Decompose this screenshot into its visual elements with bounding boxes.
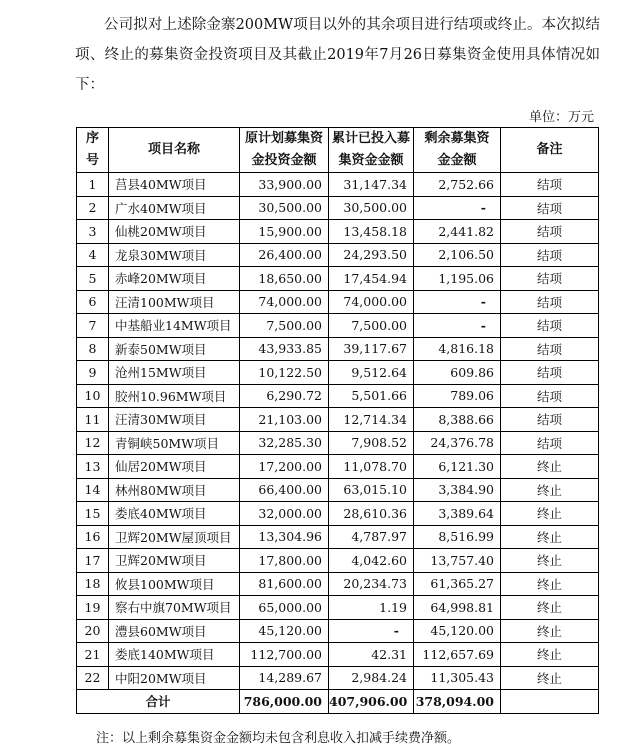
row-no: 1	[77, 173, 109, 197]
row-remaining-amount: 2,752.66	[414, 173, 501, 197]
row-no: 3	[77, 220, 109, 244]
header-planned: 原计划募集资 金投资金额	[240, 128, 329, 173]
header-invested: 累计已投入募 集资金金额	[329, 128, 414, 173]
row-remaining-amount: 112,657.69	[414, 643, 501, 667]
row-invested-amount: 63,015.10	[329, 478, 414, 502]
row-no: 19	[77, 596, 109, 620]
row-no: 17	[77, 549, 109, 573]
row-planned-amount: 17,800.00	[240, 549, 329, 573]
row-planned-amount: 13,304.96	[240, 525, 329, 549]
row-remaining-amount: 3,389.64	[414, 502, 501, 526]
row-no: 8	[77, 337, 109, 361]
row-no: 2	[77, 196, 109, 220]
row-note: 结项	[501, 290, 599, 314]
row-invested-amount: 7,908.52	[329, 431, 414, 455]
row-project-name: 仙居20MW项目	[109, 455, 240, 479]
row-no: 15	[77, 502, 109, 526]
table-row	[77, 361, 599, 385]
row-planned-amount: 26,400.00	[240, 243, 329, 267]
table-header-row	[77, 128, 599, 173]
table-row	[77, 502, 599, 526]
row-no: 9	[77, 361, 109, 385]
row-planned-amount: 21,103.00	[240, 408, 329, 432]
row-invested-amount: 4,787.97	[329, 525, 414, 549]
row-invested-amount: 5,501.66	[329, 384, 414, 408]
row-project-name: 娄底40MW项目	[109, 502, 240, 526]
row-remaining-amount: 64,998.81	[414, 596, 501, 620]
row-no: 11	[77, 408, 109, 432]
row-planned-amount: 65,000.00	[240, 596, 329, 620]
row-no: 12	[77, 431, 109, 455]
row-note: 终止	[501, 619, 599, 643]
total-label: 合计	[77, 690, 240, 714]
row-project-name: 广水40MW项目	[109, 196, 240, 220]
table-row	[77, 619, 599, 643]
row-note: 结项	[501, 173, 599, 197]
row-project-name: 中基船业14MW项目	[109, 314, 240, 338]
row-project-name: 娄底140MW项目	[109, 643, 240, 667]
row-project-name: 莒县40MW项目	[109, 173, 240, 197]
row-no: 13	[77, 455, 109, 479]
row-no: 7	[77, 314, 109, 338]
row-invested-amount: 31,147.34	[329, 173, 414, 197]
row-project-name: 卫辉20MW屋顶项目	[109, 525, 240, 549]
table-row	[77, 290, 599, 314]
total-remaining: 378,094.00	[414, 690, 501, 714]
row-project-name: 龙泉30MW项目	[109, 243, 240, 267]
row-remaining-amount: 609.86	[414, 361, 501, 385]
row-remaining-amount: 4,816.18	[414, 337, 501, 361]
row-note: 终止	[501, 572, 599, 596]
table-row	[77, 173, 599, 197]
row-invested-amount: 4,042.60	[329, 549, 414, 573]
row-note: 终止	[501, 549, 599, 573]
row-remaining-amount: 45,120.00	[414, 619, 501, 643]
table-total-row	[77, 690, 599, 714]
table-row	[77, 666, 599, 690]
table-row	[77, 478, 599, 502]
unit-label: 单位：万元	[528, 110, 594, 125]
row-project-name: 澧县60MW项目	[109, 619, 240, 643]
intro-paragraph: 公司拟对上述除金寨200MW项目以外的其余项目进行结项或终止。本次拟结项、终止的募集资金投资项目及其截止2019年7月26日募集资金使用具体情况如下：	[75, 17, 600, 93]
table-row	[77, 337, 599, 361]
row-project-name: 汪清30MW项目	[109, 408, 240, 432]
row-project-name: 沧州15MW项目	[109, 361, 240, 385]
row-invested-amount: 28,610.36	[329, 502, 414, 526]
table-row	[77, 596, 599, 620]
row-planned-amount: 7,500.00	[240, 314, 329, 338]
row-invested-amount: 39,117.67	[329, 337, 414, 361]
row-project-name: 仙桃20MW项目	[109, 220, 240, 244]
row-no: 16	[77, 525, 109, 549]
row-project-name: 赤峰20MW项目	[109, 267, 240, 291]
row-project-name: 察右中旗70MW项目	[109, 596, 240, 620]
row-remaining-amount: 3,384.90	[414, 478, 501, 502]
table-row	[77, 384, 599, 408]
row-note: 结项	[501, 243, 599, 267]
table-row	[77, 196, 599, 220]
row-planned-amount: 43,933.85	[240, 337, 329, 361]
row-planned-amount: 74,000.00	[240, 290, 329, 314]
table-row	[77, 643, 599, 667]
row-remaining-amount: -	[414, 196, 501, 220]
row-invested-amount: 13,458.18	[329, 220, 414, 244]
total-invested: 407,906.00	[329, 690, 414, 714]
row-no: 21	[77, 643, 109, 667]
row-note: 结项	[501, 220, 599, 244]
row-remaining-amount: 1,195.06	[414, 267, 501, 291]
row-planned-amount: 14,289.67	[240, 666, 329, 690]
total-planned: 786,000.00	[240, 690, 329, 714]
row-remaining-amount: -	[414, 290, 501, 314]
row-no: 10	[77, 384, 109, 408]
row-note: 结项	[501, 337, 599, 361]
row-invested-amount: 20,234.73	[329, 572, 414, 596]
total-note	[501, 690, 599, 714]
row-invested-amount: 74,000.00	[329, 290, 414, 314]
row-no: 22	[77, 666, 109, 690]
header-no: 序 号	[77, 128, 109, 173]
row-invested-amount: 12,714.34	[329, 408, 414, 432]
row-remaining-amount: 24,376.78	[414, 431, 501, 455]
row-note: 结项	[501, 431, 599, 455]
row-invested-amount: 24,293.50	[329, 243, 414, 267]
row-invested-amount: 1.19	[329, 596, 414, 620]
row-note: 结项	[501, 314, 599, 338]
row-planned-amount: 45,120.00	[240, 619, 329, 643]
row-note: 终止	[501, 502, 599, 526]
table-row	[77, 220, 599, 244]
row-no: 20	[77, 619, 109, 643]
row-remaining-amount: 11,305.43	[414, 666, 501, 690]
row-planned-amount: 81,600.00	[240, 572, 329, 596]
row-no: 18	[77, 572, 109, 596]
table-row	[77, 267, 599, 291]
row-remaining-amount: -	[414, 314, 501, 338]
table-row	[77, 525, 599, 549]
row-note: 终止	[501, 525, 599, 549]
row-no: 6	[77, 290, 109, 314]
row-planned-amount: 17,200.00	[240, 455, 329, 479]
row-invested-amount: 7,500.00	[329, 314, 414, 338]
row-note: 终止	[501, 455, 599, 479]
row-project-name: 中阳20MW项目	[109, 666, 240, 690]
row-note: 终止	[501, 643, 599, 667]
row-planned-amount: 32,000.00	[240, 502, 329, 526]
row-project-name: 青铜峡50MW项目	[109, 431, 240, 455]
row-invested-amount: -	[329, 619, 414, 643]
row-invested-amount: 11,078.70	[329, 455, 414, 479]
row-no: 14	[77, 478, 109, 502]
row-no: 5	[77, 267, 109, 291]
header-note: 备注	[501, 128, 599, 173]
row-project-name: 林州80MW项目	[109, 478, 240, 502]
row-note: 结项	[501, 267, 599, 291]
table-row	[77, 572, 599, 596]
row-remaining-amount: 8,516.99	[414, 525, 501, 549]
table-row	[77, 549, 599, 573]
row-note: 结项	[501, 384, 599, 408]
table-row	[77, 455, 599, 479]
row-invested-amount: 42.31	[329, 643, 414, 667]
row-project-name: 卫辉20MW项目	[109, 549, 240, 573]
row-no: 4	[77, 243, 109, 267]
row-planned-amount: 32,285.30	[240, 431, 329, 455]
table-row	[77, 243, 599, 267]
row-note: 终止	[501, 596, 599, 620]
row-project-name: 汪清100MW项目	[109, 290, 240, 314]
row-planned-amount: 18,650.00	[240, 267, 329, 291]
row-planned-amount: 112,700.00	[240, 643, 329, 667]
fund-usage-table	[76, 127, 599, 714]
footnote: 注：以上剩余募集资金金额均未包含利息收入扣减手续费净额。	[96, 731, 461, 746]
row-remaining-amount: 6,121.30	[414, 455, 501, 479]
row-planned-amount: 66,400.00	[240, 478, 329, 502]
row-remaining-amount: 2,441.82	[414, 220, 501, 244]
row-planned-amount: 15,900.00	[240, 220, 329, 244]
row-note: 终止	[501, 666, 599, 690]
row-project-name: 攸县100MW项目	[109, 572, 240, 596]
row-planned-amount: 30,500.00	[240, 196, 329, 220]
row-note: 结项	[501, 196, 599, 220]
row-invested-amount: 9,512.64	[329, 361, 414, 385]
row-planned-amount: 10,122.50	[240, 361, 329, 385]
row-planned-amount: 33,900.00	[240, 173, 329, 197]
row-remaining-amount: 13,757.40	[414, 549, 501, 573]
table-row	[77, 408, 599, 432]
header-remaining: 剩余募集资 金金额	[414, 128, 501, 173]
row-remaining-amount: 61,365.27	[414, 572, 501, 596]
row-invested-amount: 30,500.00	[329, 196, 414, 220]
row-note: 终止	[501, 478, 599, 502]
row-project-name: 新泰50MW项目	[109, 337, 240, 361]
row-invested-amount: 17,454.94	[329, 267, 414, 291]
row-invested-amount: 2,984.24	[329, 666, 414, 690]
row-project-name: 胶州10.96MW项目	[109, 384, 240, 408]
row-note: 结项	[501, 408, 599, 432]
row-remaining-amount: 2,106.50	[414, 243, 501, 267]
row-note: 结项	[501, 361, 599, 385]
row-planned-amount: 6,290.72	[240, 384, 329, 408]
table-row	[77, 314, 599, 338]
table-body	[77, 173, 599, 690]
header-name: 项目名称	[109, 128, 240, 173]
row-remaining-amount: 8,388.66	[414, 408, 501, 432]
table-row	[77, 431, 599, 455]
row-remaining-amount: 789.06	[414, 384, 501, 408]
